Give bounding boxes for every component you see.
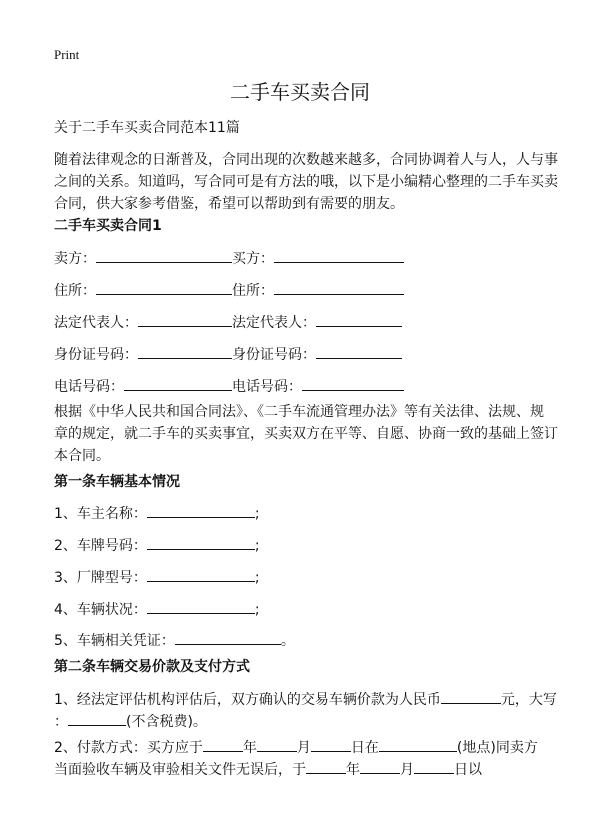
intro-line: 合同，供大家参考借鉴，希望可以帮助到有需要的朋友。	[54, 196, 404, 212]
item-label: 2、车牌号码：	[54, 538, 147, 554]
seller-rep-blank[interactable]	[138, 312, 232, 327]
basis-line: 根据《中华人民共和国合同法》、《二手车流通管理办法》等有关法律、法规、规	[54, 404, 544, 420]
item-label: 3、厂牌型号：	[54, 570, 147, 586]
item-end: ;	[254, 538, 260, 554]
field-label: 法定代表人：	[54, 315, 138, 331]
item-label: 1、车主名称：	[54, 506, 147, 522]
buyer-blank[interactable]	[274, 248, 404, 263]
field-row	[54, 280, 404, 301]
basis-line: 本合同。	[54, 448, 110, 464]
field-row	[54, 344, 402, 365]
seller-blank[interactable]	[96, 248, 232, 263]
seller-id-blank[interactable]	[138, 344, 232, 359]
text: 1、经法定评估机构评估后，双方确认的交易车辆价款为人民币	[54, 692, 441, 708]
item-row	[54, 503, 260, 524]
month-blank[interactable]	[360, 759, 400, 774]
item-end: ;	[254, 506, 260, 522]
owner-name-blank[interactable]	[147, 503, 255, 518]
buyer-phone-blank[interactable]	[302, 376, 404, 391]
year-blank[interactable]	[203, 737, 243, 752]
section-heading: 二手车买卖合同1	[54, 218, 162, 234]
buyer-id-blank[interactable]	[316, 344, 402, 359]
condition-blank[interactable]	[147, 599, 255, 614]
field-label: 住所：	[54, 283, 96, 299]
day-blank[interactable]	[311, 737, 351, 752]
field-label: 卖方：	[54, 251, 96, 267]
item-end: 。	[280, 633, 295, 649]
text: 当面验收车辆及审验相关文件无误后，于	[54, 762, 306, 778]
text: 元，大写	[500, 692, 557, 708]
subtitle: 关于二手车买卖合同范本11篇	[54, 120, 240, 136]
text: (地点)同卖方	[456, 740, 538, 756]
text: 月	[400, 762, 414, 778]
buyer-address-blank[interactable]	[274, 280, 404, 295]
payment-line	[54, 737, 538, 758]
article-heading: 第二条车辆交易价款及支付方式	[54, 659, 250, 675]
item-row	[54, 599, 260, 620]
seller-phone-blank[interactable]	[124, 376, 232, 391]
price-line	[54, 689, 557, 710]
field-row	[54, 248, 404, 269]
text: 年	[346, 762, 360, 778]
text: (不含税费)。	[126, 714, 207, 730]
item-end: ;	[254, 570, 260, 586]
price-line	[54, 711, 207, 732]
item-label: 4、车辆状况：	[54, 602, 147, 618]
item-label: 5、车辆相关凭证：	[54, 633, 175, 649]
field-label: 住所：	[232, 283, 274, 299]
price-words-blank[interactable]	[68, 711, 126, 726]
field-label: 身份证号码：	[232, 347, 316, 363]
text: 月	[296, 740, 311, 756]
month-blank[interactable]	[257, 737, 297, 752]
field-label: 身份证号码：	[54, 347, 138, 363]
documents-blank[interactable]	[175, 630, 281, 645]
item-end: ;	[254, 602, 260, 618]
text: 年	[242, 740, 257, 756]
seller-address-blank[interactable]	[96, 280, 232, 295]
field-row	[54, 312, 402, 333]
text: ：	[54, 714, 68, 730]
day-blank[interactable]	[414, 759, 454, 774]
field-label: 电话号码：	[232, 379, 302, 395]
model-blank[interactable]	[147, 567, 255, 582]
article-heading: 第一条车辆基本情况	[54, 474, 180, 490]
item-row	[54, 535, 260, 556]
page-title: 二手车买卖合同	[230, 80, 370, 104]
year-blank[interactable]	[306, 759, 346, 774]
item-row	[54, 567, 260, 588]
field-label: 买方：	[232, 251, 274, 267]
place-blank[interactable]	[379, 737, 457, 752]
price-blank[interactable]	[441, 689, 501, 704]
buyer-rep-blank[interactable]	[316, 312, 402, 327]
field-label: 电话号码：	[54, 379, 124, 395]
intro-line: 之间的关系。知道吗，写合同可是有方法的哦，以下是小编精心整理的二手车买卖	[54, 174, 558, 190]
plate-blank[interactable]	[147, 535, 255, 550]
print-link[interactable]: Print	[54, 47, 80, 62]
intro-line: 随着法律观念的日渐普及，合同出现的次数越来越多，合同协调着人与人，人与事	[54, 152, 558, 168]
text: 日以	[454, 762, 482, 778]
item-row	[54, 630, 295, 651]
basis-line: 章的规定，就二手车的买卖事宜，买卖双方在平等、自愿、协商一致的基础上签订	[54, 426, 558, 442]
text: 2、付款方式：买方应于	[54, 740, 203, 756]
field-row	[54, 376, 404, 397]
field-label: 法定代表人：	[232, 315, 316, 331]
text: 日在	[350, 740, 379, 756]
payment-line	[54, 759, 482, 780]
